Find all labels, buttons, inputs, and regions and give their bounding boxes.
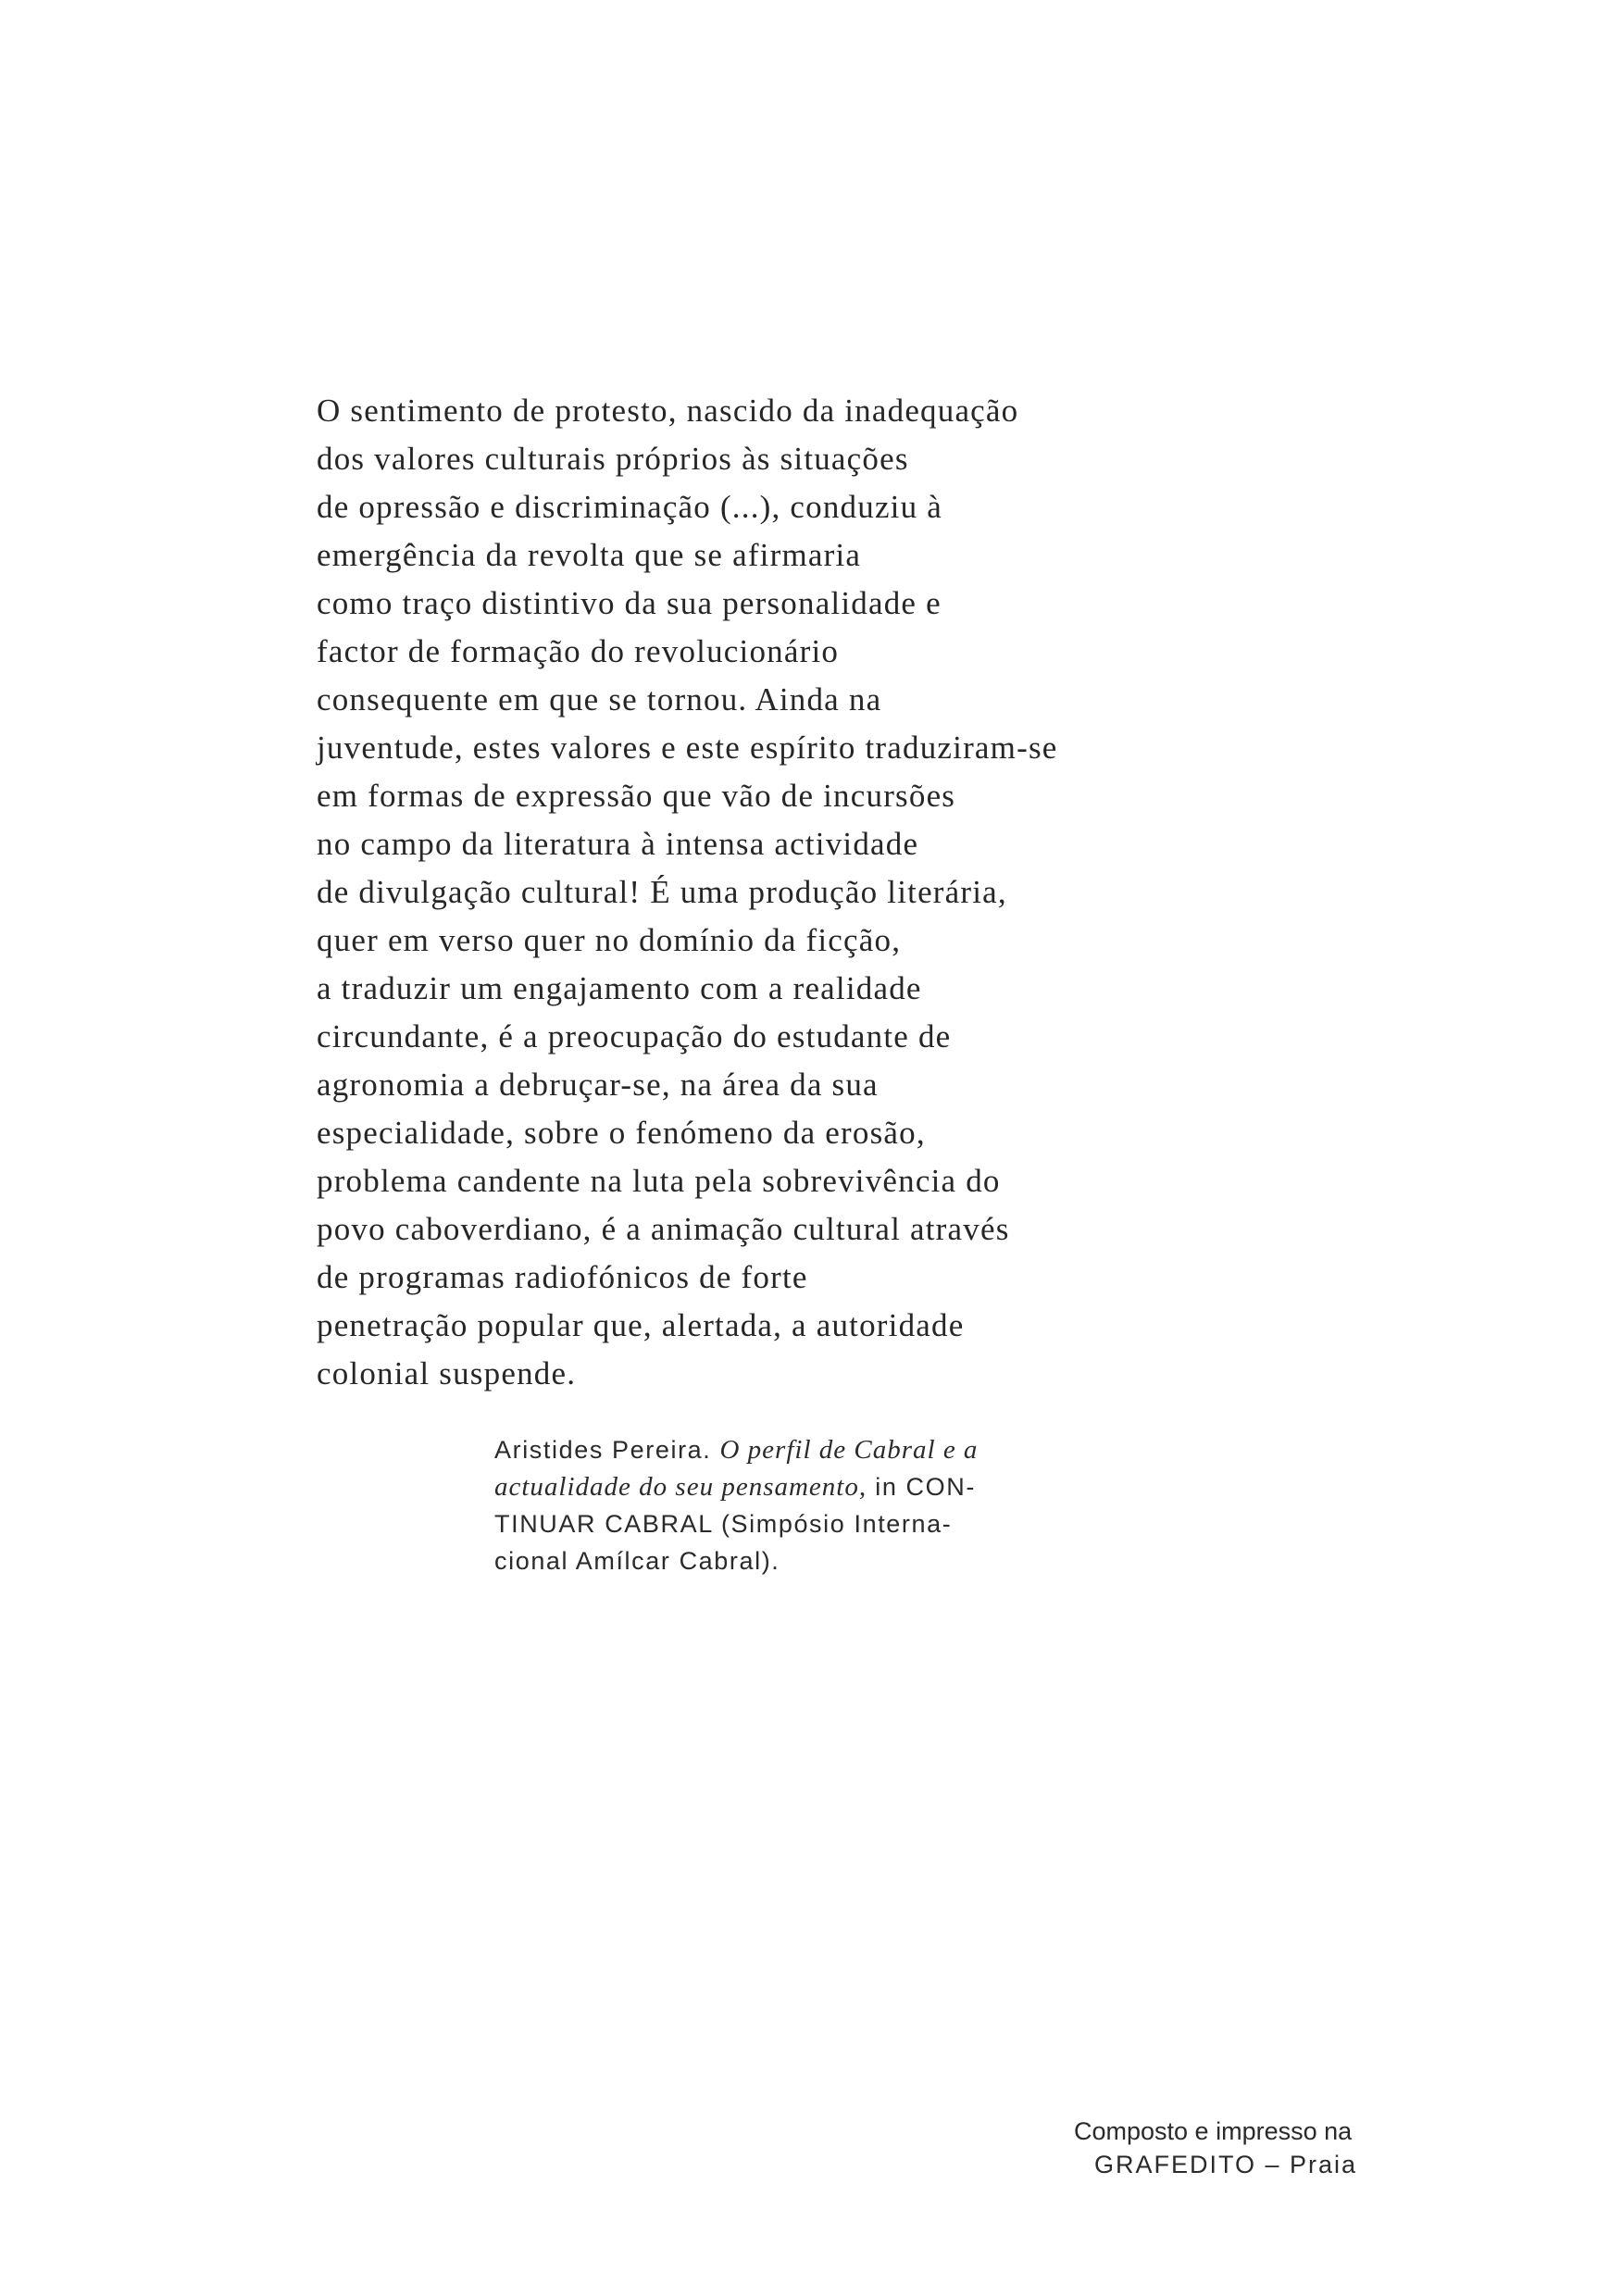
quote-line: problema candente na luta pela sobrevivência do	[317, 1163, 1001, 1199]
quote-line: emergência da revolta que se afirmaria	[317, 537, 862, 573]
colophon-line-1: Composto e impresso na	[1074, 2117, 1353, 2145]
colophon-line-2: GRAFEDITO – Praia	[1094, 2151, 1358, 2178]
quote-line: em formas de expressão que vão de incursões	[317, 778, 956, 814]
quote-line: agronomia a debruçar-se, na área da sua	[317, 1067, 879, 1103]
quote-line: especialidade, sobre o fenómeno da erosão,	[317, 1115, 926, 1151]
quote-passage	[317, 387, 1150, 1398]
attribution-line-3: TINUAR CABRAL (Simpósio Interna-	[494, 1510, 953, 1538]
quote-line: dos valores culturais próprios às situações	[317, 441, 909, 477]
attribution-work-title-part-2: actualidade do seu pensamento,	[494, 1472, 867, 1502]
quote-line: juventude, estes valores e este espírito traduziram-se	[317, 730, 1058, 766]
quote-line: de divulgação cultural! É uma produção literária,	[317, 874, 1007, 910]
quote-line: quer em verso quer no domínio da ficção,	[317, 922, 902, 958]
quote-line: factor de formação do revolucionário	[317, 633, 840, 669]
quote-line: no campo da literatura à intensa actividade	[317, 826, 919, 862]
quote-line: O sentimento de protesto, nascido da inadequação	[317, 393, 1019, 429]
quote-line: consequente em que se tornou. Ainda na	[317, 681, 882, 718]
quote-line: a traduzir um engajamento com a realidade	[317, 970, 922, 1006]
quote-line: colonial suspende.	[317, 1355, 577, 1391]
printer-colophon	[1074, 2115, 1444, 2181]
quote-line: penetração popular que, alertada, a autoridade	[317, 1307, 965, 1343]
attribution-work-title-part-1: O perfil de Cabral e a	[719, 1435, 979, 1465]
quote-line: como traço distintivo da sua personalidade e	[317, 585, 942, 621]
attribution-line-4: cional Amílcar Cabral).	[494, 1547, 780, 1575]
quote-line: povo caboverdiano, é a animação cultural através	[317, 1211, 1010, 1247]
attribution-line-1	[494, 1431, 1087, 1468]
attribution-source-start: in CON-	[875, 1473, 976, 1501]
attribution-author: Aristides Pereira.	[494, 1436, 712, 1464]
quote-line: circundante, é a preocupação do estudante de	[317, 1018, 952, 1054]
quote-line: de opressão e discriminação (...), conduziu à	[317, 489, 942, 525]
quote-attribution	[494, 1431, 1087, 1579]
attribution-line-2	[494, 1468, 1087, 1505]
quote-line: de programas radiofónicos de forte	[317, 1259, 808, 1295]
